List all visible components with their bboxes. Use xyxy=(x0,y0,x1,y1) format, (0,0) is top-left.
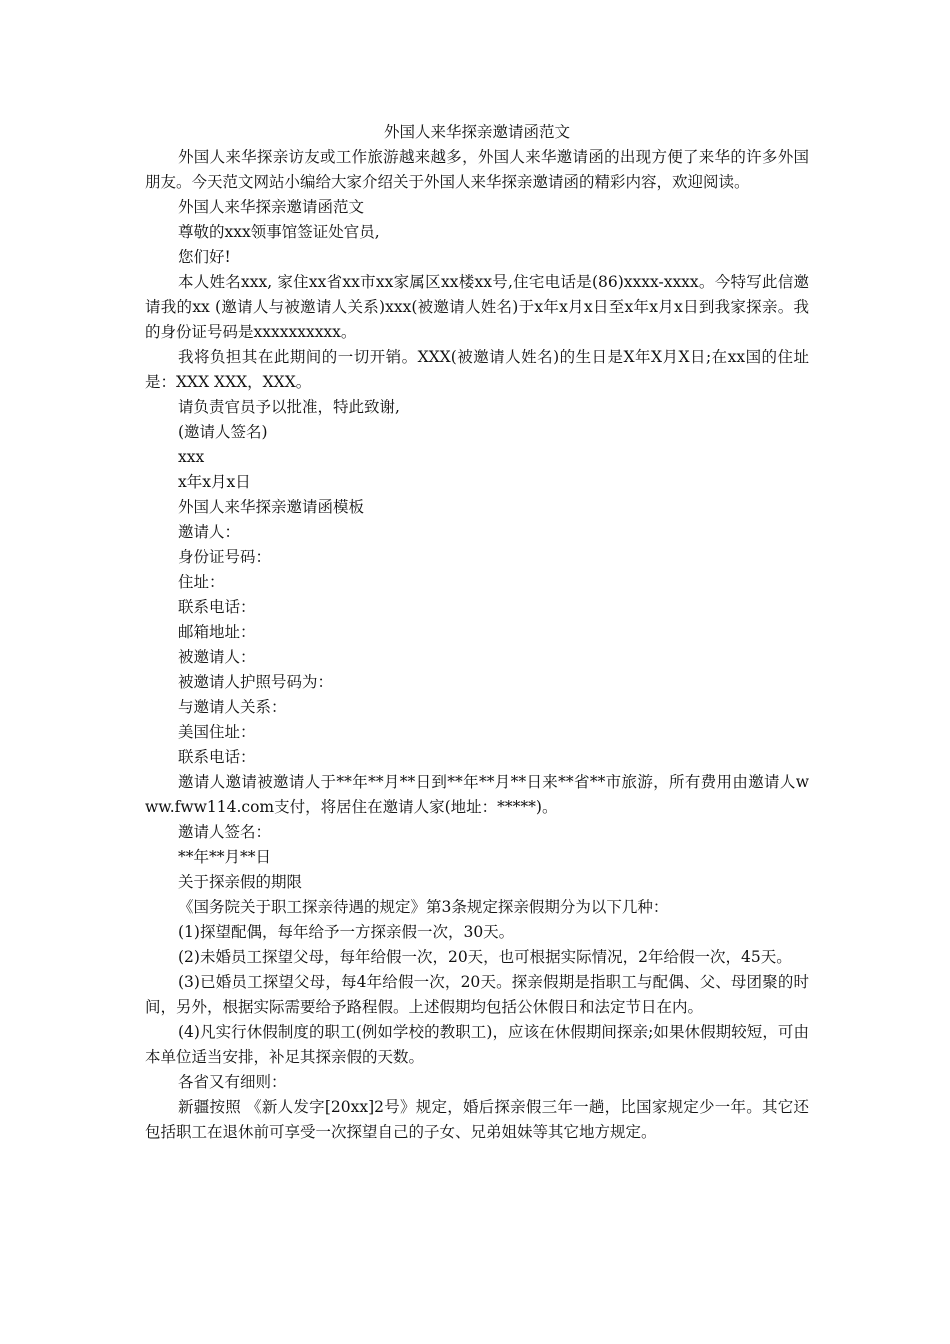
paragraph: 外国人来华探亲访友或工作旅游越来越多，外国人来华邀请函的出现方便了来华的许多外国朋友。今天范文网站小编给大家介绍关于外国人来华探亲邀请函的精彩内容，欢迎阅读。 xyxy=(145,148,809,191)
document-page xyxy=(145,120,809,1145)
paragraph: (邀请人签名) xyxy=(178,423,268,441)
paragraph: 请负责官员予以批准，特此致谢, xyxy=(178,398,400,416)
paragraph: 尊敬的xxx领事馆签证处官员, xyxy=(178,223,380,241)
paragraph: 邀请人： xyxy=(178,523,241,541)
paragraph: 《国务院关于职工探亲待遇的规定》第3条规定探亲假期分为以下几种： xyxy=(178,898,669,916)
paragraph: 美国住址： xyxy=(178,723,256,741)
paragraph: 被邀请人护照号码为： xyxy=(178,673,334,691)
paragraph: 邀请人签名： xyxy=(178,823,272,841)
paragraph: 身份证号码： xyxy=(178,548,272,566)
paragraph: 新疆按照 《新人发字[20xx]2号》规定，婚后探亲假三年一趟，比国家规定少一年。其它还包括职工在退休前可享受一次探望自己的子女、兄弟姐妹等其它地方规定。 xyxy=(145,1098,809,1141)
paragraph: 您们好! xyxy=(178,248,231,266)
paragraph: 我将负担其在此期间的一切开销。XXX(被邀请人姓名)的生日是X年X月X日;在xx国的住址是：XXX XXX，XXX。 xyxy=(145,348,809,391)
paragraph: (3)已婚员工探望父母，每4年给假一次，20天。探亲假期是指职工与配偶、父、母团聚的时间，另外，根据实际需要给予路程假。上述假期均包括公休假日和法定节日在内。 xyxy=(145,973,809,1016)
paragraph: 外国人来华探亲邀请函模板 xyxy=(178,498,365,516)
paragraph: **年**月**日 xyxy=(178,848,272,866)
paragraph: 关于探亲假的期限 xyxy=(178,873,303,891)
paragraph: 各省又有细则： xyxy=(178,1073,287,1091)
paragraph: 邀请人邀请被邀请人于**年**月**日到**年**月**日来**省**市旅游，所有费用由邀请人www.fww114.com支付，将居住在邀请人家(地址：*****)。 xyxy=(145,773,809,816)
paragraph: 本人姓名xxx, 家住xx省xx市xx家属区xx楼xx号,住宅电话是(86)xxxx-xxxx。今特写此信邀请我的xx (邀请人与被邀请人关系)xxx(被邀请人姓名)于x年x月x日至x年x月x日到我家探亲。我的身份证号码是xxxxxxxxxx。 xyxy=(145,273,809,341)
paragraph: 被邀请人： xyxy=(178,648,256,666)
paragraph: (4)凡实行休假制度的职工(例如学校的教职工)，应该在休假期间探亲;如果休假期较短，可由本单位适当安排，补足其探亲假的天数。 xyxy=(145,1023,809,1066)
document-body xyxy=(145,145,809,1145)
paragraph: (1)探望配偶，每年给予一方探亲假一次，30天。 xyxy=(178,923,515,941)
document-title: 外国人来华探亲邀请函范文 xyxy=(383,123,570,141)
paragraph: x年x月x日 xyxy=(178,473,251,491)
paragraph: 联系电话： xyxy=(178,598,256,616)
paragraph: (2)未婚员工探望父母，每年给假一次，20天，也可根据实际情况，2年给假一次，45天。 xyxy=(178,948,792,966)
paragraph: 邮箱地址： xyxy=(178,623,256,641)
paragraph: 住址： xyxy=(178,573,225,591)
paragraph: 外国人来华探亲邀请函范文 xyxy=(178,198,365,216)
paragraph: 与邀请人关系： xyxy=(178,698,287,716)
paragraph: 联系电话： xyxy=(178,748,256,766)
paragraph: xxx xyxy=(178,448,205,466)
